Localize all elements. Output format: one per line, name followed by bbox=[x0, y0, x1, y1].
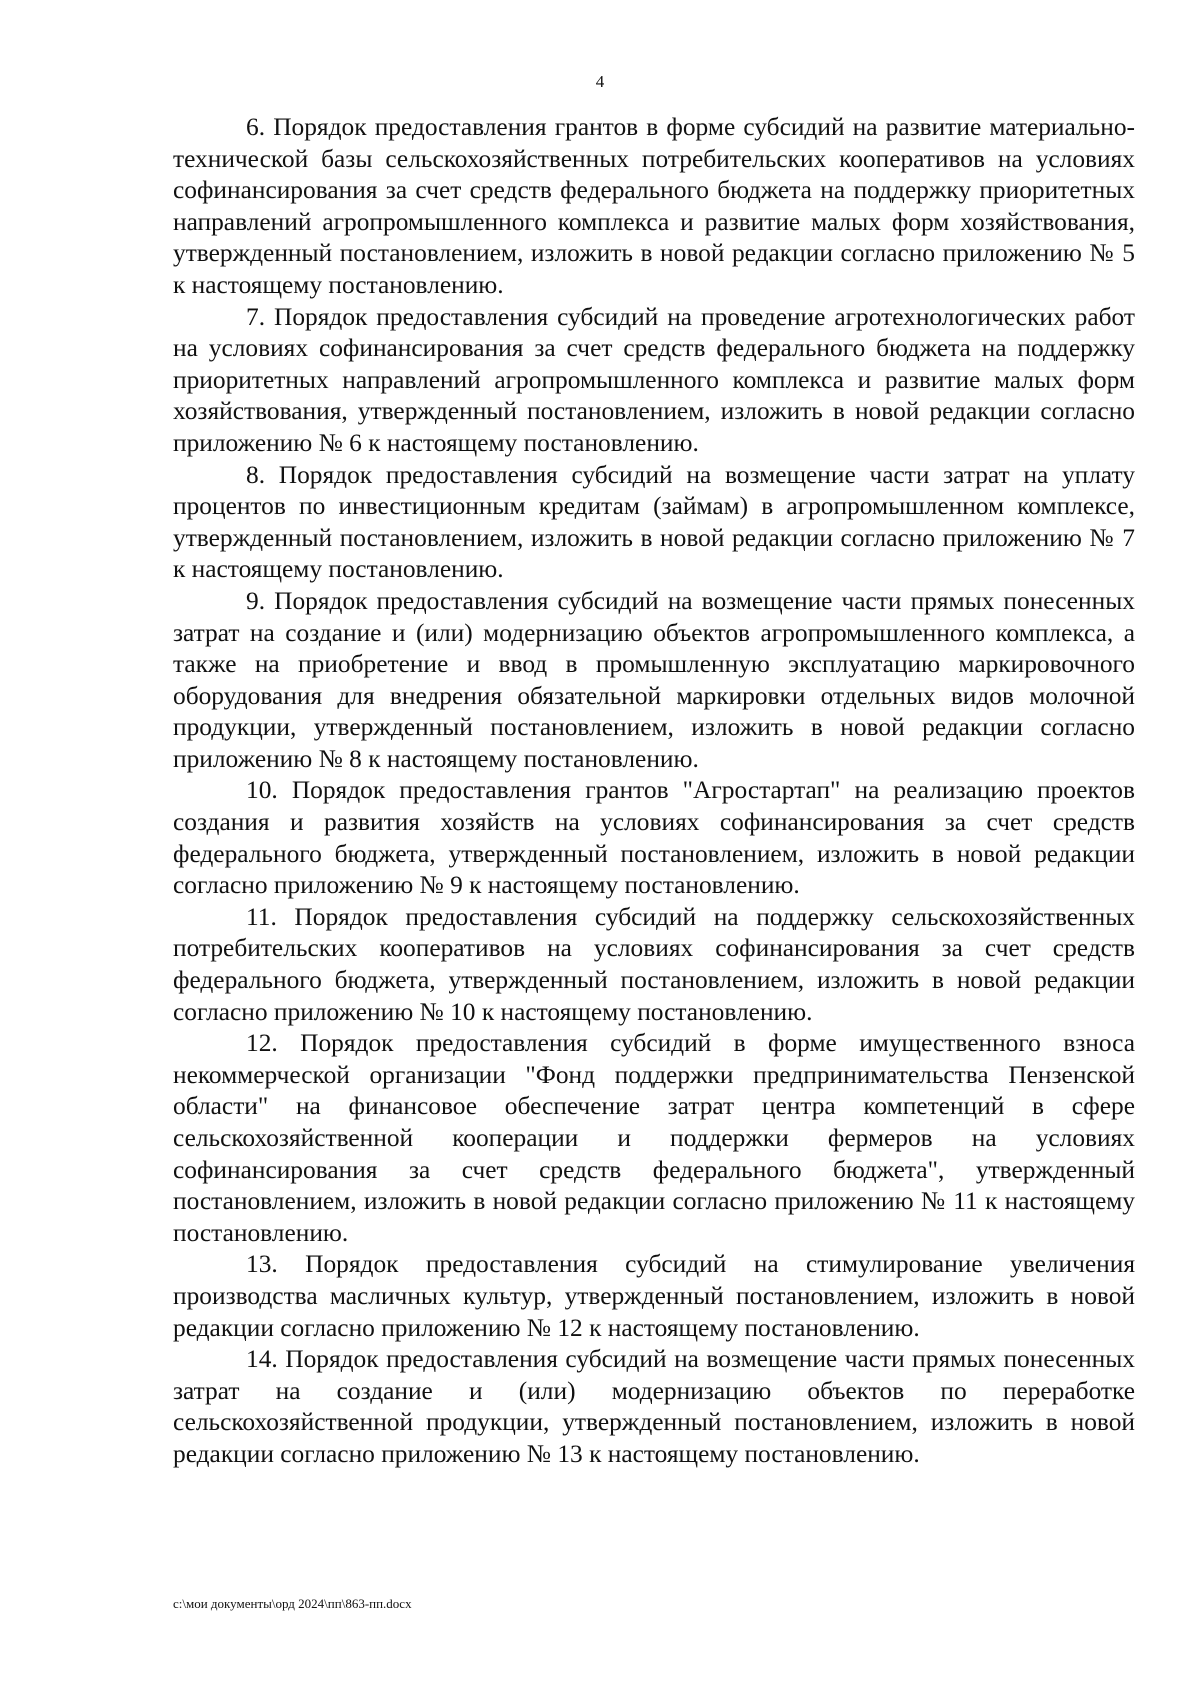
paragraph-13: 13. Порядок предоставления субсидий на стимулирование увеличения производства масличных культур, утвержденный постановлением, изложить в новой редакции согласно приложению № 12 к настоящему постановлению. bbox=[173, 1250, 1135, 1342]
page-number: 4 bbox=[595, 72, 605, 91]
paragraph-12: 12. Порядок предоставления субсидий в форме имущественного взноса некоммерческой организации "Фонд поддержки предпринимательства Пензенской области" на финансовое обеспечение затрат центра компетенций в сфере сельскохозяйственной кооперации и поддержки фермеров на условиях софинансирования за счет средств федерального бюджета", утвержденный постановлением, изложить в новой редакции согласно приложению № 11 к настоящему постановлению. bbox=[173, 1029, 1135, 1247]
paragraph-7: 7. Порядок предоставления субсидий на проведение агротехнологических работ на условиях софинансирования за счет средств федерального бюджета на поддержку приоритетных направлений агропромышленного комплекса и развитие малых форм хозяйствования, утвержденный постановлением, изложить в новой редакции согласно приложению № 6 к настоящему постановлению. bbox=[173, 302, 1135, 457]
paragraph-6: 6. Порядок предоставления грантов в форме субсидий на развитие материально-технической базы сельскохозяйственных потребительских кооперативов на условиях софинансирования за счет средств федерального бюджета на поддержку приоритетных направлений агропромышленного комплекса и развитие малых форм хозяйствования, утвержденный постановлением, изложить в новой редакции согласно приложению № 5 к настоящему постановлению. bbox=[173, 113, 1135, 299]
paragraph-11: 11. Порядок предоставления субсидий на поддержку сельскохозяйственных потребительских кооперативов на условиях софинансирования за счет средств федерального бюджета, утвержденный постановлением, изложить в новой редакции согласно приложению № 10 к настоящему постановлению. bbox=[173, 902, 1135, 1026]
paragraph-9: 9. Порядок предоставления субсидий на возмещение части прямых понесенных затрат на создание и (или) модернизацию объектов агропромышленного комплекса, а также на приобретение и ввод в промышленную эксплуатацию маркировочного оборудования для внедрения обязательной маркировки отдельных видов молочной продукции, утвержденный постановлением, изложить в новой редакции согласно приложению № 8 к настоящему постановлению. bbox=[173, 586, 1135, 773]
paragraph-14: 14. Порядок предоставления субсидий на возмещение части прямых понесенных затрат на создание и (или) модернизацию объектов по переработке сельскохозяйственной продукции, утвержденный постановлением, изложить в новой редакции согласно приложению № 13 к настоящему постановлению. bbox=[173, 1345, 1135, 1468]
document-body bbox=[173, 112, 1135, 1471]
paragraph-10: 10. Порядок предоставления грантов "Агростартап" на реализацию проектов создания и развития хозяйств на условиях софинансирования за счет средств федерального бюджета, утвержденный постановлением, изложить в новой редакции согласно приложению № 9 к настоящему постановлению. bbox=[173, 776, 1135, 900]
file-path-footer: c:\мои документы\орд 2024\пп\863-пп.docx bbox=[173, 1596, 412, 1611]
paragraph-8: 8. Порядок предоставления субсидий на возмещение части затрат на уплату процентов по инвестиционным кредитам (займам) в агропромышленном комплексе, утвержденный постановлением, изложить в новой редакции согласно приложению № 7 к настоящему постановлению. bbox=[173, 460, 1135, 584]
